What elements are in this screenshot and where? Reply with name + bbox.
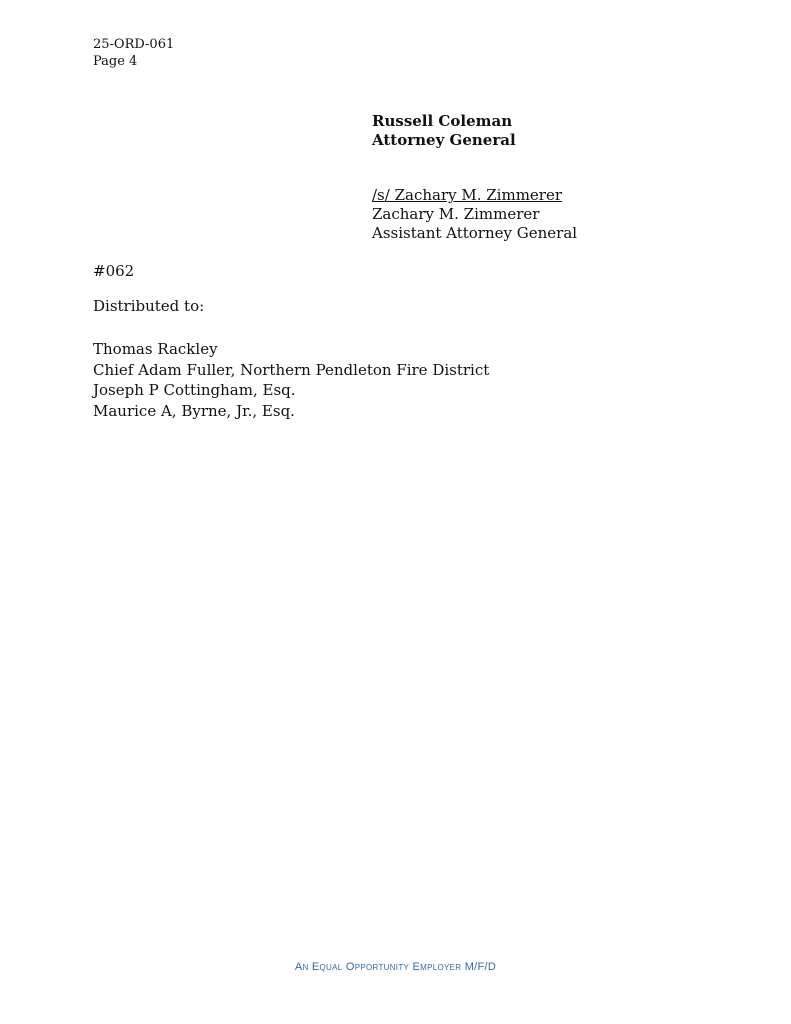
page-number: Page 4 [93, 54, 138, 69]
signature-block [372, 112, 577, 243]
attorney-general-title: Attorney General [372, 131, 516, 149]
signer-name: Zachary M. Zimmerer [372, 205, 540, 223]
signer-title: Assistant Attorney General [372, 224, 578, 242]
list-item: Joseph P Cottingham, Esq. [93, 381, 296, 399]
page-header [93, 36, 174, 70]
list-item: Thomas Rackley [93, 340, 218, 358]
order-number: 25-ORD-061 [93, 37, 175, 52]
footer-text: An Equal Opportunity Employer M/F/D [294, 961, 497, 973]
electronic-signature: /s/ Zachary M. Zimmerer [372, 186, 563, 204]
signer-lines [372, 186, 577, 243]
distribution-list [93, 339, 489, 421]
list-item: Maurice A, Byrne, Jr., Esq. [93, 401, 295, 420]
attorney-general-name: Russell Coleman [372, 112, 513, 130]
document-number: #062 [93, 262, 135, 280]
distribution-label: Distributed to: [93, 297, 205, 315]
list-item: Chief Adam Fuller, Northern Pendleton Fire District [93, 360, 490, 379]
